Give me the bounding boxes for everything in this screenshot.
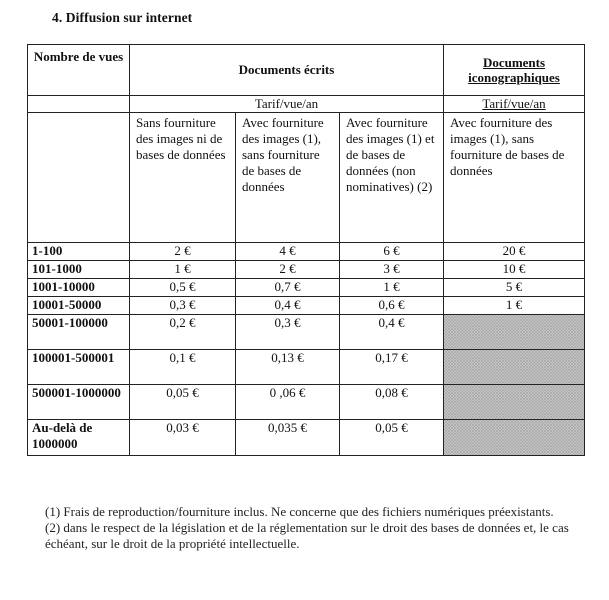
cell-value: 3 € [340,261,444,279]
cell-value: 0,05 € [340,420,444,456]
table-row [28,261,585,279]
subheader-sans-fourniture: Sans fourniture des images ni de bases de données [130,113,236,243]
cell-value: 0,13 € [236,350,340,385]
cell-value: 6 € [340,243,444,261]
cell-value: 0,03 € [130,420,236,456]
cell-value: 0,3 € [236,315,340,350]
footnote-2: (2) dans le respect de la législation et de la réglementation sur le droit des bases de données et, le cas échéant, sur le droit de la propriété intellectuelle. [45,520,569,551]
cell-value: 2 € [236,261,340,279]
cell-value: 10 € [444,261,585,279]
row-label: 50001-100000 [28,315,130,350]
row-label: 10001-50000 [28,297,130,315]
shaded-cell [444,315,585,350]
cell-value: 4 € [236,243,340,261]
header-row-descriptions [28,113,585,243]
subheader-icono-avec-images: Avec fourniture des images (1), sans fourniture de bases de données [444,113,585,243]
table-row [28,279,585,297]
tarif-label-ecrits: Tarif/vue/an [130,96,444,113]
tarif-label-icono: Tarif/vue/an [444,96,585,113]
cell-value: 1 € [340,279,444,297]
cell-value: 2 € [130,243,236,261]
cell-value: 0,6 € [340,297,444,315]
table-row [28,420,585,456]
header-row-groups [28,45,585,96]
shaded-cell [444,420,585,456]
cell-value: 1 € [130,261,236,279]
cell-value: 0,4 € [340,315,444,350]
empty-cell [28,96,130,113]
shaded-cell [444,385,585,420]
table-row [28,350,585,385]
row-label: 500001-1000000 [28,385,130,420]
cell-value: 1 € [444,297,585,315]
cell-value: 0,05 € [130,385,236,420]
cell-value: 0 ,06 € [236,385,340,420]
row-label: 1001-10000 [28,279,130,297]
subheader-avec-images: Avec fourniture des images (1), sans fourniture de bases de données [236,113,340,243]
cell-value: 0,5 € [130,279,236,297]
header-nombre-de-vues: Nombre de vues [28,45,130,96]
table-row [28,385,585,420]
section-heading: 4. Diffusion sur internet [52,10,193,25]
header-documents-iconographiques: Documents iconographiques [444,45,585,96]
empty-cell [28,113,130,243]
cell-value: 0,1 € [130,350,236,385]
footnotes [45,504,590,552]
row-label: Au-delà de 1000000 [28,420,130,456]
cell-value: 5 € [444,279,585,297]
cell-value: 0,4 € [236,297,340,315]
row-label: 101-1000 [28,261,130,279]
footnote-1: (1) Frais de reproduction/fourniture inclus. Ne concerne que des fichiers numériques préexistants. [45,504,554,519]
subheader-avec-images-bases: Avec fourniture des images (1) et de bases de données (non nominatives) (2) [340,113,444,243]
table-row [28,297,585,315]
table-row [28,243,585,261]
table-row [28,315,585,350]
cell-value: 0,17 € [340,350,444,385]
cell-value: 0,035 € [236,420,340,456]
row-label: 100001-500001 [28,350,130,385]
row-label: 1-100 [28,243,130,261]
cell-value: 0,7 € [236,279,340,297]
shaded-cell [444,350,585,385]
header-row-tarif [28,96,585,113]
header-documents-ecrits: Documents écrits [130,45,444,96]
cell-value: 0,3 € [130,297,236,315]
cell-value: 0,08 € [340,385,444,420]
tarif-table [27,44,585,456]
cell-value: 20 € [444,243,585,261]
cell-value: 0,2 € [130,315,236,350]
